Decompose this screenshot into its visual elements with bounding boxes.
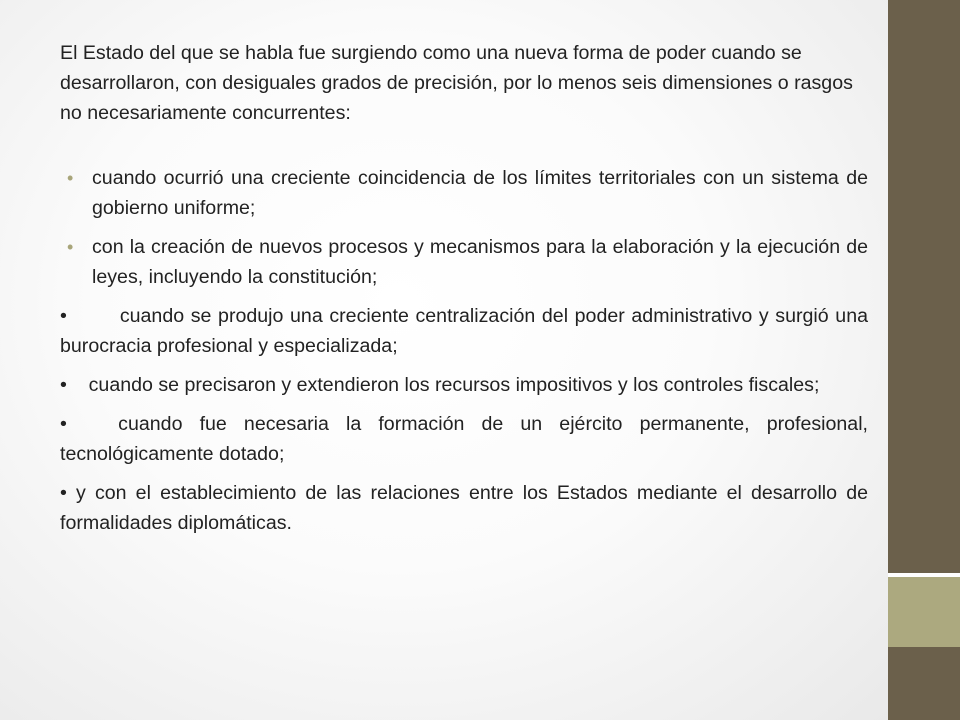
bullet-icon: • [67,237,74,257]
inline-bullet-paragraph [60,370,868,400]
inline-bullet-text: • cuando se produjo una creciente centralización del poder administrativo y surgió una burocracia profesional y especializada; [60,305,874,357]
intro-paragraph: El Estado del que se habla fue surgiendo como una nueva forma de poder cuando se desarrollaron, con desiguales grados de precisión, por lo menos seis dimensiones o rasgos no necesariamente concurrentes: [60,42,853,124]
bullet-icon: • [67,168,74,188]
bullet-text: con la creación de nuevos procesos y mecanismos para la elaboración y la ejecución de leyes, incluyendo la constitución; [92,236,868,288]
bullet-item [60,232,868,292]
bullet-text: cuando ocurrió una creciente coincidencia de los límites territoriales con un sistema de gobierno uniforme; [92,167,868,219]
inline-bullet-text: • y con el establecimiento de las relaciones entre los Estados mediante el desarrollo de formalidades diplomáticas. [60,482,874,534]
bullet-item [60,163,868,223]
slide-body [60,38,874,547]
inline-bullet-paragraph [60,409,874,469]
inline-bullet-paragraph [60,301,874,361]
inline-bullet-text: • cuando fue necesaria la formación de un ejército permanente, profesional, tecnológicamente dotado; [60,413,874,465]
side-band-accent [888,577,960,647]
inline-bullet-text: • cuando se precisaron y extendieron los recursos impositivos y los controles fiscales; [60,374,820,396]
inline-bullet-paragraph [60,478,874,538]
